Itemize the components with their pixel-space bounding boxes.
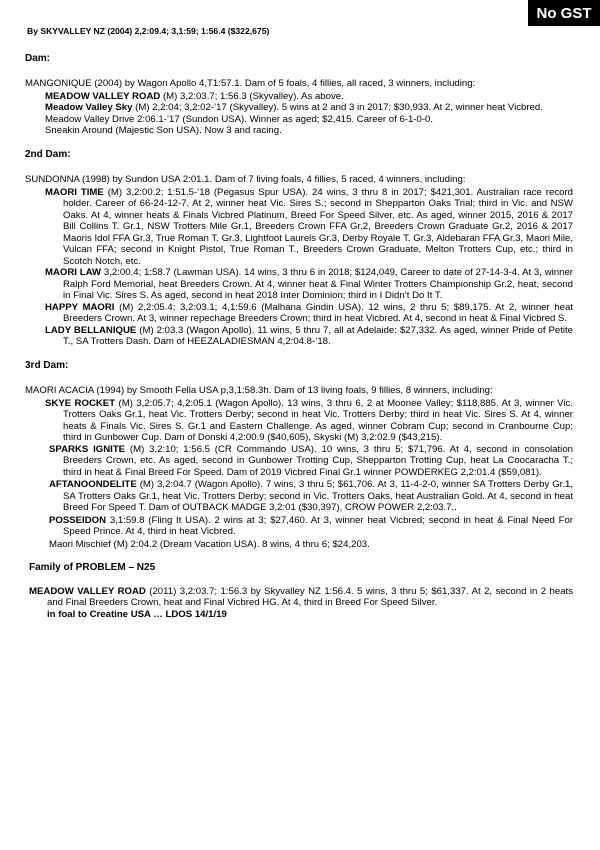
in-foal-line: in foal to Creatine USA … LDOS 14/1/19 <box>47 608 227 620</box>
third-dam-entry <box>49 444 573 479</box>
entry-name: POSSEIDON <box>49 514 107 526</box>
entry-text: 3,1:59.8 (Fling It USA). 2 wins at 3; $27,460. At 3, winner heat Vicbred; second in heat & Final Need For Speed Prince. At 4, third in heat Vicbred. <box>63 514 573 537</box>
entry-text: (M) 3,2:04.7 (Wagon Apollo). 7 wins, 3 thru 5; $61,706. At 3, 11-4-2-0, winner SA Trotters Derby Gr.1, SA Trotters Oaks Gr.1, heat Vic. Trotters Derby; second in Vic. Trotters Oaks, heat Australian Gold. At 4, second in heat Breed For Speed T. Dam of OUTBACK MADGE 3,2:01 ($30,397), CROW POWER 2,2:03.7.. <box>63 479 573 513</box>
third-dam-entry: Maori Mischief (M) 2:04.2 (Dream Vacation USA). 8 wins, 4 thru 6; $24,203. <box>49 538 370 550</box>
horse-name: MEADOW VALLEY ROAD <box>29 585 146 597</box>
dam-entry-text: (M) 2,2:04; 3,2:02-’17 (Skyvalley). 5 wins at 2 and 3 in 2017; $30,933. At 2, winner heat Vicbred. <box>132 102 543 113</box>
second-dam-section <box>25 149 573 348</box>
entry-text: 3,2:00.4; 1:58.7 (Lawman USA). 14 wins, 3 thru 6 in 2018; $124,049, Career to date of 27-14-3-4. At 3, winner Ralph Ford Memorial, heat Breeders Crown. At 4, winner heat & Final Winter Trotters Championship Gr.2, heat, second in Final Vic. Sires S. As aged, second in heat 2018 Inter Dominion; third in I Didn’t Do It T. <box>63 267 573 301</box>
pedigree-page <box>25 26 573 620</box>
horse-text: (2011) 3,2:03.7; 1:56.3 by Skyvalley NZ 1:56.4. 5 wins, 3 thru 5; $61,337. At 2, second in 2 heats and Final Breeders Crown, heat and Final Vicbred HG. At 4, third in Breed For Speed Silver. <box>47 585 573 608</box>
entry-name: SKYE ROCKET <box>45 397 116 409</box>
entry-name: AFTANOONDELITE <box>49 479 137 490</box>
entry-name: MAORI LAW <box>45 267 102 278</box>
dam-entry-name: Meadow Valley Sky <box>45 102 133 113</box>
horse-summary <box>29 586 573 609</box>
entry-name: SPARKS IGNITE <box>49 443 126 455</box>
dam-heading: Dam: <box>25 52 51 64</box>
entry-name: HAPPY MAORI <box>45 301 115 313</box>
third-dam-heading: 3rd Dam: <box>25 359 69 371</box>
entry-text: (M) 2:03.3 (Wagon Apollo). 11 wins, 5 thru 7, all at Adelaide; $27,332. As aged, winner Pride of Petite T., SA Trotters Dash. Dam of HEEZALADIESMAN 4,2:04.8-’18. <box>63 324 574 347</box>
no-gst-badge: No GST <box>528 0 600 26</box>
third-dam-section <box>25 360 573 551</box>
dam-entry <box>45 102 573 114</box>
third-dam-entry <box>49 479 573 514</box>
third-dam-intro: MAORI ACACIA (1994) by Smooth Fella USA p,3,1:58.3h. Dam of 13 living foals, 9 fillies, 8 winners, including: <box>25 385 493 396</box>
dam-entry <box>45 91 573 103</box>
dam-entry-text: (M) 3,2:03.7; 1:56.3 (Skyvalley). As above. <box>160 90 344 102</box>
entry-text: (M) 3,2:10; 1:56.5 (CR Commando USA). 10 wins, 3 thru 5; $71,796. At 4, second in consolation Breeders Crown, etc. As aged, second in Gunbower Trotting Cup, Shepparton Trotting Cup, heat La Coocaracha T.; third in heat & Final Breed For Speed. Dam of 2019 Vicbred Final Gr.1 winner POWDERKEG 2,2:01.4 ($59,081). <box>63 443 573 478</box>
dam-entry-name: MEADOW VALLEY ROAD <box>45 90 161 102</box>
second-dam-entry <box>45 267 573 302</box>
entry-text: (M) 3,2:00.2; 1:51.5-’18 (Pegasus Spur USA). 24 wins, 3 thru 8 in 2017; $421,301. Australian race record holder. Career of 66-24-12-7. At 2, winner heat Vic. Sires S.; second in Shepparton Oaks Trial; third in Vic. and NSW Oaks. At 4, winner heats & Finals Vicbred Platinum, Breed For Speed Silver, etc. As aged, winner 2015, 2016 & 2017 Bill Collins T. Gr.1, NSW Trotters Mile Gr.1, Breeders Crown FFA Gr.2, Breeders Crown Graduate Gr.2, 2016 & 2017 Maoris Idol FFA Gr.3, True Roman T. Gr.3, Lightfoot Laurels Gr.3, Derby Royale T. Gr.3, Aldebaran FFA Gr.3, Maori Mile, Vulcan FFA; second in Knight Pistol, True Roman T., Breeders Crown Graduate, Melton Trotters Cup, etc.; third in Scotch Notch, etc. <box>63 186 573 267</box>
entry-text: (M) 3,2:05.7; 4,2:05.1 (Wagon Apollo). 13 wins, 3 thru 6, 2 at Moonee Valley; $118,885. At 3, winner Vic. Trotters Oaks Gr.1, heat Vic. Trotters Derby; second in heat Vic. Trotters Derby; third in heat Vic. Sires S. At 4, winner heats & Finals Vic. Sires S. Gr.1 and Eastern Challenge. As aged, winner Cobram Cup; second in Cranbourne Cup; third in Gunbower Cup. Dam of Donski 4,2:00.9 ($40,605), Skyski (M) 3,2:02.9 ($43,215). <box>63 397 573 443</box>
second-dam-intro: SUNDONNA (1998) by Sundon USA 2:01.1. Dam of 7 living foals, 4 fillies, 5 raced, 4 winners, including: <box>25 174 466 185</box>
family-line: Family of PROBLEM – N25 <box>29 562 156 573</box>
third-dam-entry <box>45 398 573 444</box>
dam-entry: Sneakin Around (Majestic Son USA). Now 3 and racing. <box>45 125 282 136</box>
dam-entry: Meadow Valley Drive 2:06.1-’17 (Sundon USA). Winner as aged; $2,415. Career of 6-1-0-0. <box>45 113 434 125</box>
second-dam-entry <box>45 302 573 325</box>
sire-line: By SKYVALLEY NZ (2004) 2,2:09.4; 3,1:59; 1:56.4 ($322,675) <box>27 26 270 36</box>
second-dam-entry <box>45 325 573 348</box>
entry-name: LADY BELLANIQUE <box>45 324 137 336</box>
dam-section <box>25 53 573 137</box>
third-dam-entry <box>49 515 573 538</box>
entry-text: (M) 2,2:05.4; 3,2:03.1; 4,1:59.6 (Malhana Gindin USA). 12 wins, 2 thru 5; $89,175. At 2, winner heat Breeders Crown. At 3, winner repechage Breeders Crown; third in heat Vicbred. At 4, second in heat & Final Vicbred S. <box>63 301 573 324</box>
entry-name: MAORI TIME <box>45 186 104 198</box>
second-dam-entry <box>45 187 573 268</box>
dam-intro: MANGONIQUE (2004) by Wagon Apollo 4,T1:57.1. Dam of 5 foals, 4 fillies, all raced, 3 winners, including: <box>25 78 476 89</box>
second-dam-heading: 2nd Dam: <box>25 148 71 160</box>
